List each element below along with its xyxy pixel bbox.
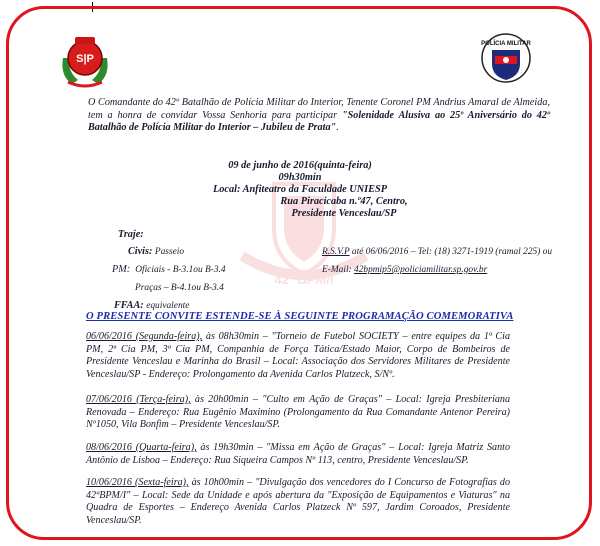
event-city: Presidente Venceslau/SP <box>291 208 397 219</box>
ceremony-title: "Solenidade Alusiva ao 25º Aniversário do 42º Batalhão de Polícia Militar do Interior – Jubileu de Prata" <box>88 109 550 134</box>
dress-pracas: Praças – B-4.1ou B-3.4 <box>135 283 224 293</box>
dress-pm: PM: Oficiais - B-3.1ou B-3.4 <box>112 264 226 275</box>
dress-title: Traje: <box>118 229 144 240</box>
intro-end: . <box>336 122 339 134</box>
event-time: 09h30min <box>278 172 322 183</box>
program-item: 10/06/2016 (Sexta-feira), às 10h00min – "Divulgação dos vencedores do I Concurso de Fotografias do 42ºBPM/I" – Local: Sede da Unidade e após abertura da "Exposição de Equipamentos e Viaturas" na Quadra de Esportes – Endereço Avenida Carlos Platzeck Nº 597, Jardim Coroados, Presidente Venceslau/SP. <box>86 477 510 526</box>
program-item: 08/06/2016 (Quarta-feira), às 19h30min – "Missa em Ação de Graças" – Local: Igreja Matriz Santo Antônio de Lisboa – Endereço: Rua Siqueira Campos Nº 113, centro, Presidente Venceslau/SP. <box>86 442 510 466</box>
event-local: Local: Anfiteatro da Faculdade UNIESP <box>212 184 388 195</box>
event-date: 09 de junho de 2016(quinta-feira) <box>228 160 372 171</box>
event-street: Rua Piracicaba n.º47, Centro, <box>280 196 408 207</box>
intro-paragraph <box>88 97 550 135</box>
svg-text:POLÍCIA MILITAR: POLÍCIA MILITAR <box>481 41 531 47</box>
email-link[interactable]: 42bpmip5@policiamilitar.sp.gov.br <box>354 265 488 275</box>
svg-text:42º BPM/I: 42º BPM/I <box>274 272 334 287</box>
program-item: 07/06/2016 (Terça-feira), às 20h00min – "Culto em Ação de Graças" – Local: Igreja Presbiteriana Renovada – Endereço: Rua Eugênio Maximino (Prolongamento da Rua Comandante Antenor Pereira) Nº1050, Vila Bonfim – Presidente Venceslau/SP. <box>86 394 510 430</box>
rsvp-email: E-Mail: 42bpmip5@policiamilitar.sp.gov.br <box>322 265 488 275</box>
policia-militar-badge-icon <box>478 30 534 86</box>
program-item: 06/06/2016 (Segunda-feira), às 08h30min – "Torneio de Futebol SOCIETY – entre equipes da 1ª Cia PM, 2ª Cia PM, 3ª Cia PM, Companhia de Força Tática/Estado Maior, Corpo de Bombeiros de Presidente Venceslau e Marinha do Brasil – Local: Associação dos Servidores Militares de Presidente Venceslau/SP - Endereço: Prolongamento da Avenida Carlos Platzeck, S/Nº. <box>86 331 510 380</box>
dress-civis: Civis: Passeio <box>128 246 185 257</box>
sao-paulo-coat-of-arms-icon <box>58 32 112 88</box>
svg-text:S|P: S|P <box>76 53 94 65</box>
rsvp-line: R.S.V.P até 06/06/2016 – Tel: (18) 3271-1919 (ramal 225) ou <box>322 247 553 257</box>
intro-text: O Comandante do 42º Batalhão de Polícia Militar do Interior, Tenente Coronel PM Andrius Amaral de Almeida, tem a honra de convidar Vossa Senhoria para participar <box>88 97 550 121</box>
dress-ffaa: FFAA: equivalente <box>114 300 190 311</box>
program-banner: O PRESENTE CONVITE ESTENDE-SE À SEGUINTE PROGRAMAÇÃO COMEMORATIVA <box>86 311 514 322</box>
